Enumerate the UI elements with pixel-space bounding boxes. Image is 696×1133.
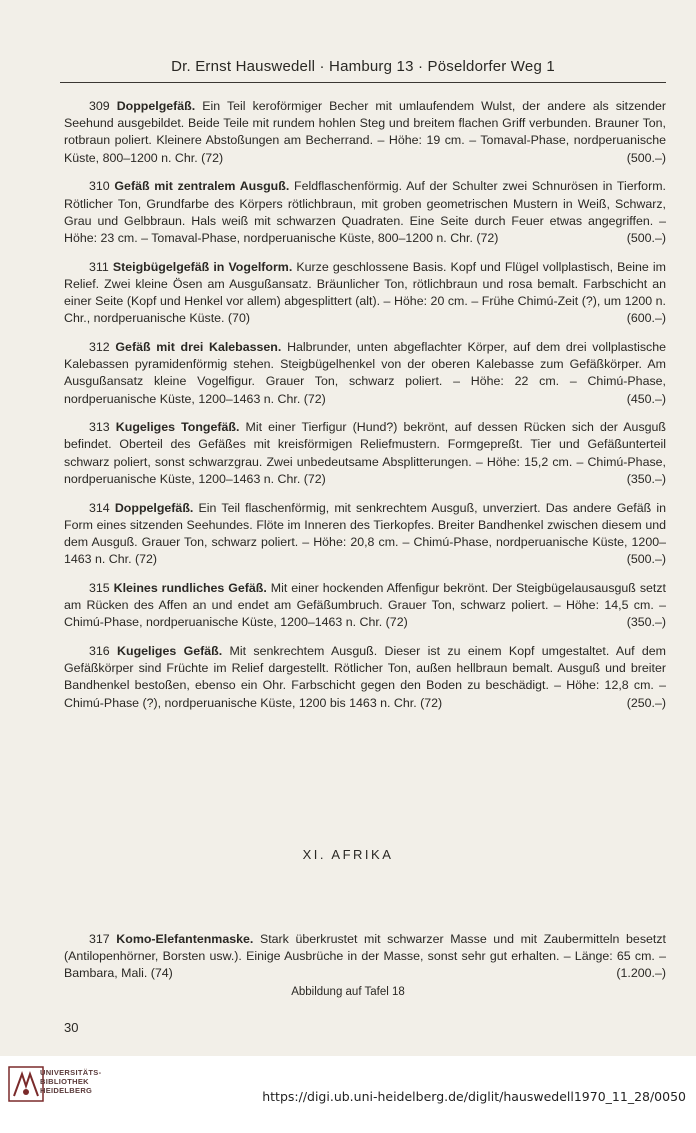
university-seal-icon	[8, 1066, 44, 1102]
catalog-entry-316: 316 Kugeliges Gefäß. Mit senkrechtem Ausguß. Dieser ist zu einem Kopf umgestaltet. Auf dem Gefäßkörper sind Früchte im Relief dargestellt. Rötlicher Ton, außen hellbraun bemalt. Ausguß und breiter Bandhenkel bestoßen, ebenso ein Ohr. Farbschicht gegen den Boden zu beschädigt. – Höhe: 12,8 cm. – Chimú-Phase (?), nordperuanische Küste, 1200 bis 1463 n. Chr. (72) (250.–)	[64, 643, 666, 712]
price: (500.–)	[626, 150, 666, 165]
illustration-caption: Abbildung auf Tafel 18	[291, 986, 405, 998]
price: (500.–)	[626, 552, 666, 567]
price: (250.–)	[626, 695, 666, 710]
catalog-entry-314: 314 Doppelgefäß. Ein Teil flaschenförmig, mit senkrechtem Ausguß, unverziert. Das andere Gefäß in Form eines sitzenden Seehundes. Flöte im Inneren des Tierkopfes. Breiter Bandhenkel zwischen diesem und dem Ausguß. Grauer Ton, schwarz poliert. – Höhe: 20,8 cm. – Chimú-Phase, nordperuanische Küste, 1200–1463 n. Chr. (72) (500.–)	[64, 500, 666, 569]
price: (500.–)	[626, 230, 666, 245]
catalog-entry-309: 309 Doppelgefäß. Ein Teil keroförmiger Becher mit umlaufendem Wulst, der andere als sitzender Seehund ausgebildet. Beide Teile mit rundem hohlen Steg und breitem flachen Griff verbunden. Brauner Ton, rotbraun poliert. Kleinere Abstoßungen am Becherrand. – Höhe: 19 cm. – Tomaval-Phase, nordperuanische Küste, 800–1200 n. Chr. (72) (500.–)	[64, 98, 666, 167]
catalog-entries	[64, 98, 666, 723]
library-name: UNIVERSITÄTS- BIBLIOTHEK HEIDELBERG	[40, 1068, 102, 1095]
header-rule	[60, 82, 666, 83]
price: (350.–)	[626, 471, 666, 486]
source-url-link[interactable]: https://digi.ub.uni-heidelberg.de/diglit/hauswedell1970_11_28/0050	[262, 1089, 686, 1104]
section-heading: XI. AFRIKA	[302, 847, 394, 862]
price: (450.–)	[626, 391, 666, 406]
catalog-entry-315: 315 Kleines rundliches Gefäß. Mit einer hockenden Affenfigur bekrönt. Der Steigbügelausausguß setzt am Rücken des Affen an und endet am Gefäßumbruch. Grauer Ton, schwarz poliert. – Höhe: 14,5 cm. – Chimú-Phase, nordperuanische Küste, 1200–1463 n. Chr. (72) (350.–)	[64, 580, 666, 632]
catalog-entry-317: 317 Komo-Elefantenmaske. Stark überkrustet mit schwarzer Masse und mit Zaubermitteln besetzt (Antilopenhörner, Borsten usw.). Einige Ausbrüche in der Masse, sonst sehr gut erhalten. – Länge: 65 cm. – Bambara, Mali. (74) (1.200.–)	[64, 931, 666, 983]
catalog-entry-311: 311 Steigbügelgefäß in Vogelform. Kurze geschlossene Basis. Kopf und Flügel vollplastisch, Beine im Relief. Zwei kleine Ösen am Ausgußansatz. Bräunlicher Ton, rötlichbraun und rosa bemalt. Farbschicht an einer Seite (Kopf und Henkel vor allem) abgesplittert (alt). – Höhe: 20 cm. – Frühe Chimú-Zeit (?), um 1200 n. Chr., nordperuanische Küste. (70) (600.–)	[64, 259, 666, 328]
catalog-entry-310: 310 Gefäß mit zentralem Ausguß. Feldflaschenförmig. Auf der Schulter zwei Schnurösen in Tierform. Rötlicher Ton, Grundfarbe des Körpers rötlichbraun, mit groben geometrischen Mustern in Weiß, Schwarz, Grau und Gelbbraun. Hals weiß mit schwarzen Quadraten. Eine Seite durch Feuer etwas angegriffen. – Höhe: 23 cm. – Tomaval-Phase, nordperuanische Küste, 800–1200 n. Chr. (72) (500.–)	[64, 178, 666, 247]
price: (350.–)	[626, 615, 666, 630]
catalog-entry-312: 312 Gefäß mit drei Kalebassen. Halbrunder, unten abgeflachter Körper, auf dem drei vollplastische Kalebassen pyramidenförmig stehen. Steigbügelhenkel von der oberen Kalebasse zum Gefäßkörper. Am Ausgußansatz kleine Vogelfigur. Grauer Ton, schwarz poliert. – Höhe: 22 cm. – Chimú-Phase, nordperuanische Küste, 1200–1463 n. Chr. (72) (450.–)	[64, 339, 666, 408]
price: (600.–)	[626, 311, 666, 326]
price: (1.200.–)	[616, 966, 666, 981]
page-header: Dr. Ernst Hauswedell · Hamburg 13 · Pöseldorfer Weg 1	[171, 58, 555, 75]
digitization-footer	[0, 1056, 696, 1133]
catalog-entry-313: 313 Kugeliges Tongefäß. Mit einer Tierfigur (Hund?) bekrönt, auf dessen Rücken sich der Ausguß befindet. Oberteil des Gefäßes mit kreisförmigen Reliefmustern. Formgepreßt. Tier und Gefäßunterteil schwarz poliert, sonst schwarzgrau. Zwei unbedeutsame Absplitterungen. – Höhe: 15,2 cm. – Chimú-Phase, nordperuanische Küste, 1200–1463 n. Chr. (72) (350.–)	[64, 419, 666, 488]
page-number: 30	[64, 1020, 79, 1035]
